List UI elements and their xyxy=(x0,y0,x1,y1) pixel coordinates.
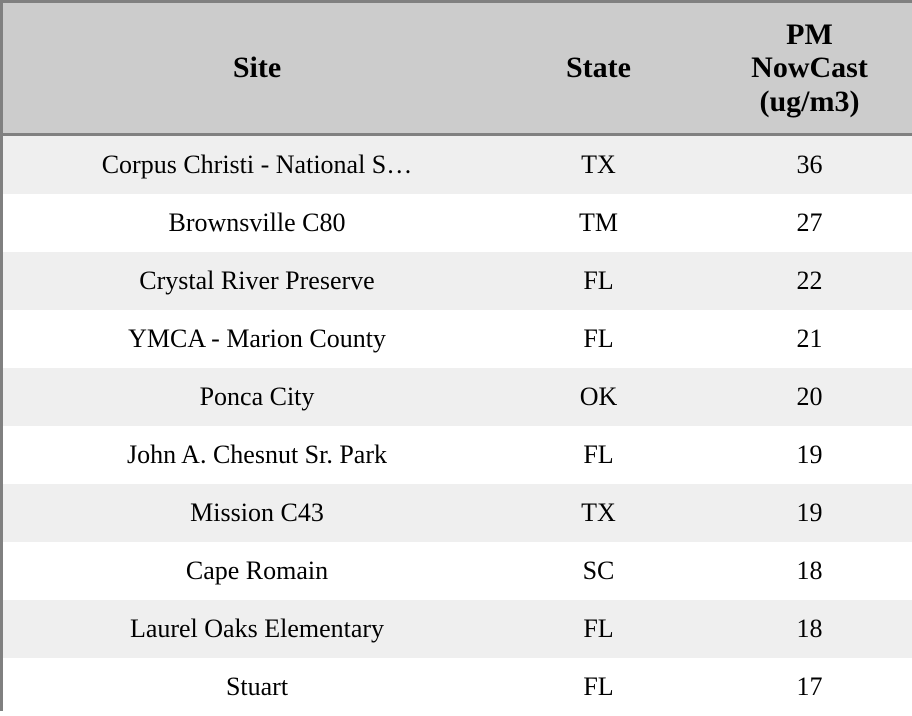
cell-site: Crystal River Preserve xyxy=(3,252,511,310)
cell-state: OK xyxy=(511,368,686,426)
column-header-site-label: Site xyxy=(233,51,281,84)
cell-state: FL xyxy=(511,600,686,658)
column-header-pm-line-1: PM xyxy=(690,18,912,52)
column-header-pm-nowcast[interactable] xyxy=(686,3,912,135)
column-header-pm-line-3: (ug/m3) xyxy=(690,85,912,119)
column-header-site[interactable] xyxy=(3,3,511,135)
cell-pm: 22 xyxy=(686,252,912,310)
table-row[interactable] xyxy=(3,658,912,716)
cell-state: FL xyxy=(511,310,686,368)
cell-site: Cape Romain xyxy=(3,542,511,600)
table-header xyxy=(3,3,912,135)
cell-state: TX xyxy=(511,484,686,542)
table-row[interactable] xyxy=(3,426,912,484)
table-row[interactable] xyxy=(3,135,912,195)
cell-site: John A. Chesnut Sr. Park xyxy=(3,426,511,484)
cell-site: Mission C43 xyxy=(3,484,511,542)
cell-state: FL xyxy=(511,252,686,310)
cell-state: TX xyxy=(511,135,686,195)
table-row[interactable] xyxy=(3,310,912,368)
cell-pm: 19 xyxy=(686,426,912,484)
cell-pm: 17 xyxy=(686,658,912,716)
cell-pm: 21 xyxy=(686,310,912,368)
table-body xyxy=(3,135,912,716)
cell-site: Brownsville C80 xyxy=(3,194,511,252)
column-header-state-label: State xyxy=(566,51,631,84)
table-row[interactable] xyxy=(3,252,912,310)
cell-pm: 18 xyxy=(686,600,912,658)
table-row[interactable] xyxy=(3,542,912,600)
cell-pm: 36 xyxy=(686,135,912,195)
pm-nowcast-table xyxy=(3,3,912,716)
cell-site: YMCA - Marion County xyxy=(3,310,511,368)
cell-state: FL xyxy=(511,426,686,484)
cell-state: FL xyxy=(511,658,686,716)
cell-site: Ponca City xyxy=(3,368,511,426)
table-row[interactable] xyxy=(3,194,912,252)
cell-state: SC xyxy=(511,542,686,600)
cell-site: Corpus Christi - National S… xyxy=(3,135,511,195)
cell-pm: 18 xyxy=(686,542,912,600)
cell-site: Laurel Oaks Elementary xyxy=(3,600,511,658)
table-row[interactable] xyxy=(3,484,912,542)
table-row[interactable] xyxy=(3,600,912,658)
column-header-state[interactable] xyxy=(511,3,686,135)
table-row[interactable] xyxy=(3,368,912,426)
column-header-pm-line-2: NowCast xyxy=(690,51,912,85)
cell-state: TM xyxy=(511,194,686,252)
cell-site: Stuart xyxy=(3,658,511,716)
table-header-row xyxy=(3,3,912,135)
cell-pm: 27 xyxy=(686,194,912,252)
cell-pm: 19 xyxy=(686,484,912,542)
cell-pm: 20 xyxy=(686,368,912,426)
